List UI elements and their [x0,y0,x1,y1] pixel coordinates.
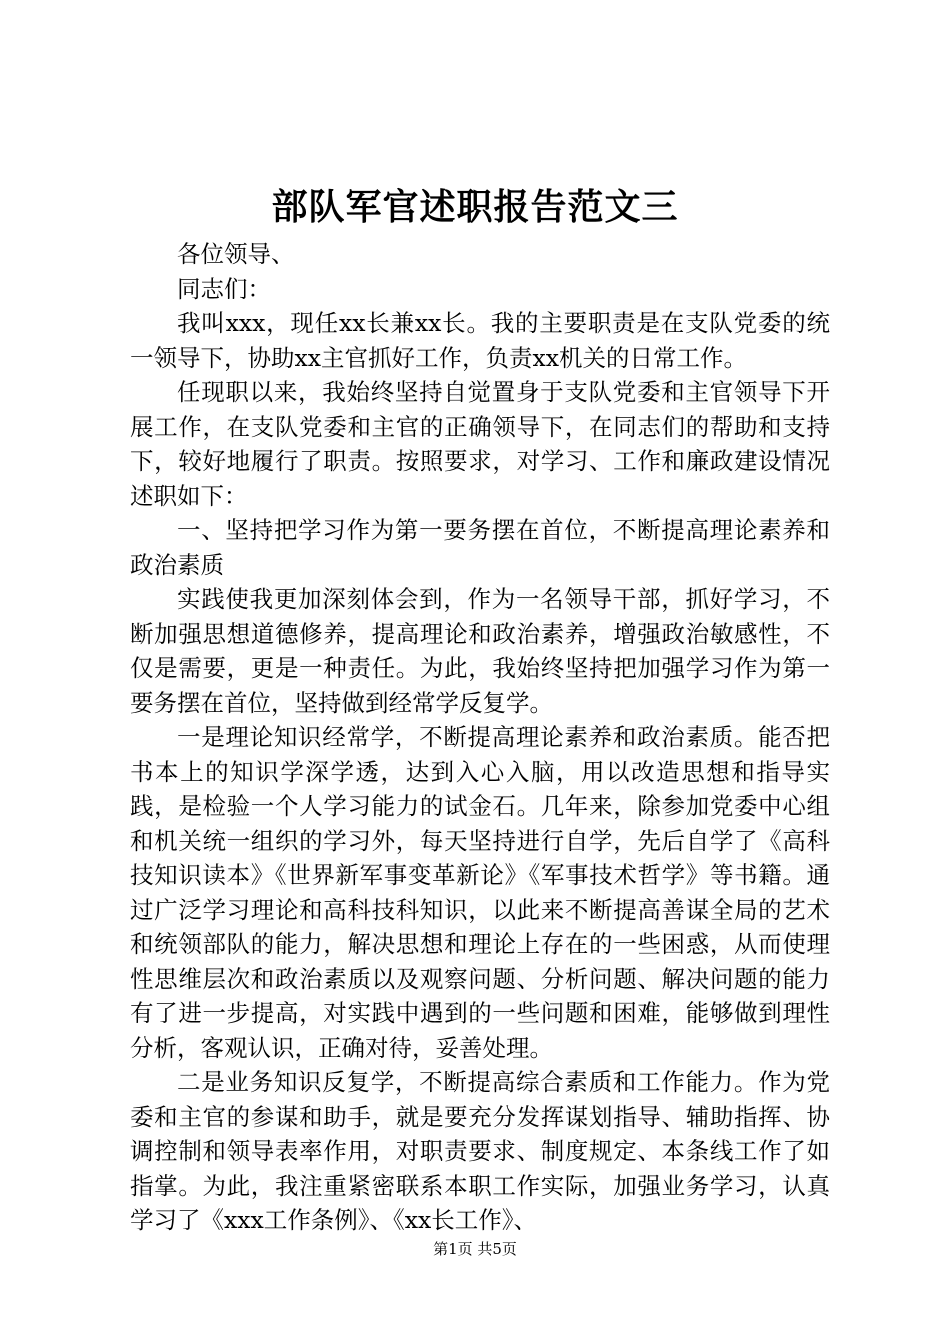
document-title: 部队军官述职报告范文三 [271,186,679,228]
document-body [130,237,830,1238]
body-paragraph: 一是理论知识经常学，不断提高理论素养和政治素质。能否把书本上的知识学深学透，达到入心入脑，用以改造思想和指导实践，是检验一个人学习能力的试金石。几年来，除参加党委中心组和机关统一组织的学习外，每天坚持进行自学，先后自学了《高科技知识读本》《世界新军事变革新论》《军事技术哲学》等书籍。通过广泛学习理论和高科技科知识，以此来不断提高善谋全局的艺术和统领部队的能力，解决思想和理论上存在的一些困惑，从而使理性思维层次和政治素质以及观察问题、分析问题、解决问题的能力有了进一步提高，对实践中遇到的一些问题和困难，能够做到理性分析，客观认识，正确对待，妥善处理。 [130,723,830,1062]
page-number-footer: 第1页 共5页 [433,1240,517,1258]
body-paragraph: 任现职以来，我始终坚持自觉置身于支队党委和主官领导下开展工作，在支队党委和主官的正确领导下，在同志们的帮助和支持下，较好地履行了职责。按照要求，对学习、工作和廉政建设情况述职如下： [130,378,830,510]
salutation-line: 各位领导、 [177,240,295,268]
salutation-line: 同志们： [177,274,271,303]
body-paragraph: 我叫xxx，现任xx长兼xx长。我的主要职责是在支队党委的统一领导下，协助xx主官抓好工作，负责xx机关的日常工作。 [130,309,830,372]
section-heading: 一、坚持把学习作为第一要务摆在首位，不断提高理论素养和政治素质 [130,516,830,579]
body-paragraph: 二是业务知识反复学，不断提高综合素质和工作能力。作为党委和主官的参谋和助手，就是要充分发挥谋划指导、辅助指挥、协调控制和领导表率作用，对职责要求、制度规定、本条线工作了如指掌。为此，我注重紧密联系本职工作实际，加强业务学习，认真学习了《xxx工作条例》、《xx长工作》、 [130,1068,830,1234]
body-paragraph: 实践使我更加深刻体会到，作为一名领导干部，抓好学习，不断加强思想道德修养，提高理论和政治素养，增强政治敏感性，不仅是需要，更是一种责任。为此，我始终坚持把加强学习作为第一要务摆在首位，坚持做到经常学反复学。 [130,585,830,717]
